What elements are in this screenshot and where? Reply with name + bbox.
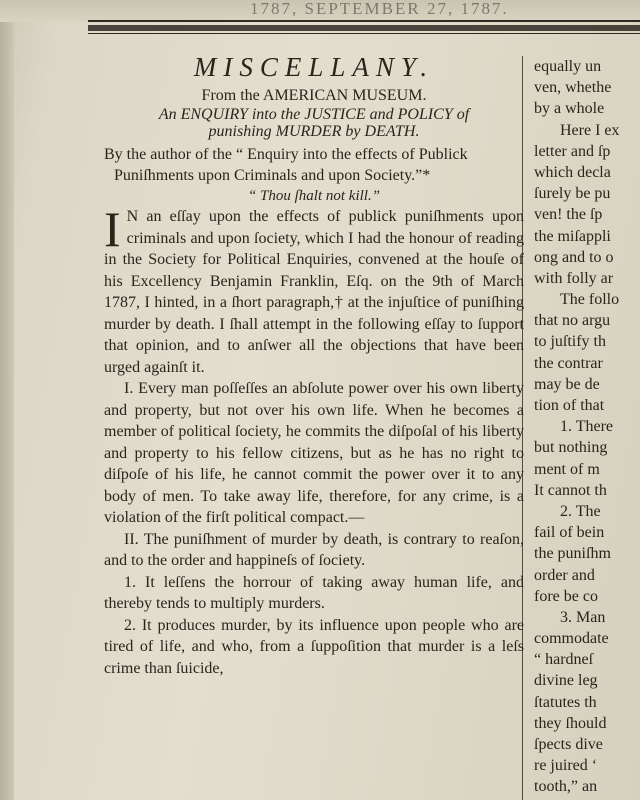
paragraph-intro-text: N an eſſay upon the effects of publick puniſhments upon criminals and upon ſociety, which I had the honour of reading in the Society for Political Enquiries, convened at the houſe of his Excellency Benjamin Franklin, Eſq. on the 9th of March 1787, I hinted, in a ſhort paragraph,† at the injuſtice of puniſhing murder by death. I ſhall attempt in the following eſſay to ſupport that opinion, and to anſwer all the objections that have been urged againſt it. [104,208,524,376]
right-column-line: equally un [534,58,602,75]
right-column-line: which decla [534,163,611,181]
article-title-line-2: punishing MURDER by DEATH. [208,123,420,140]
right-column-line: The follo [560,291,620,309]
right-column-line: they ſhould [534,714,607,732]
right-column-line: 3. Man [560,608,606,626]
masthead-rule-thin [88,20,640,22]
paragraph: II. The puniſhment of murder by death, is contrary to reaſon, and to the order and happineſs of ſociety. [104,530,524,569]
right-column-line: fore be co [534,587,598,605]
right-column-line: tion of that [534,397,605,414]
right-column-line: ven! the ſp [534,206,603,224]
right-column-line: re juired ‘ [534,757,598,775]
right-column-line: the puniſhm [534,545,611,563]
drop-cap: I [104,201,121,257]
right-column-line: the miſappli [534,227,611,245]
article-byline: By the author of the “ Enquiry into the effects of Publick Puniſhments upon Criminals and upon Society.”* [104,146,468,184]
section-heading: MISCELLANY. [193,52,435,82]
masthead-rule-lower [88,33,640,34]
paragraph: I. Every man poſſeſſes an abſolute power over his own liberty and property, but not over his own life. When he becomes a member of political ſociety, he commits the diſpoſal of his liberty and property to his fellow citizens, but as he has no right to diſpoſe of his life, he cannot commit the power over it to any body of men. To take away life, therefore, for any crime, is a violation of the firſt political compact.— [104,380,524,526]
right-column-line: 1. There [560,418,614,436]
right-column-line: that no argu [534,312,611,330]
article-motto: “ Thou ſhalt not kill.” [247,188,381,204]
right-column-line: by a whole [534,100,605,118]
right-column-line: Here I ex [560,121,620,139]
right-column-line: but nothing [534,439,608,457]
right-column-line: ong and to o [534,248,614,266]
right-column-line: “ hardneſ [534,651,594,669]
right-column-line: divine leg [534,672,598,690]
page-edge-shadow [0,0,14,800]
article-title-line-1: An ENQUIRY into the JUSTICE and POLICY of [158,106,470,123]
right-column-line: may be de [534,375,600,393]
right-column-line: to juſtify th [534,333,606,351]
right-column-line: ſurely be pu [534,185,611,203]
paragraph: 2. It produces murder, by its influence upon people who are tired of life, and who, from a ſuppoſition that murder is a leſs crime than ſuicide, [104,616,524,677]
right-column-line: letter and ſp [534,142,611,160]
paragraph: 1. It leſſens the horrour of taking away human life, and thereby tends to multiply murders. [104,573,524,612]
right-column-line: It cannot th [534,481,607,499]
article-source: From the AMERICAN MUSEUM. [201,87,427,104]
right-column [534,56,640,798]
right-column-line: commodate [534,630,609,648]
right-column-line: ven, whethe [534,79,612,97]
right-column-line: tooth,” an [534,778,598,796]
right-column-line: with folly ar [534,269,614,287]
right-column-line: the contrar [534,354,603,372]
right-column-line: ſpects dive [534,736,603,753]
masthead-rule-thick [88,25,640,31]
main-column [104,44,524,679]
right-column-line: 2. The [560,502,601,520]
right-column-line: ſtatutes th [534,693,597,711]
article-body [104,201,524,679]
right-column-line: fail of bein [534,524,605,542]
masthead-band [0,0,640,22]
right-column-line: order and [534,566,595,584]
paragraph-intro [104,201,524,378]
masthead-date: 1787, SEPTEMBER 27, 1787. [250,0,509,18]
right-column-line: ment of m [534,460,600,478]
